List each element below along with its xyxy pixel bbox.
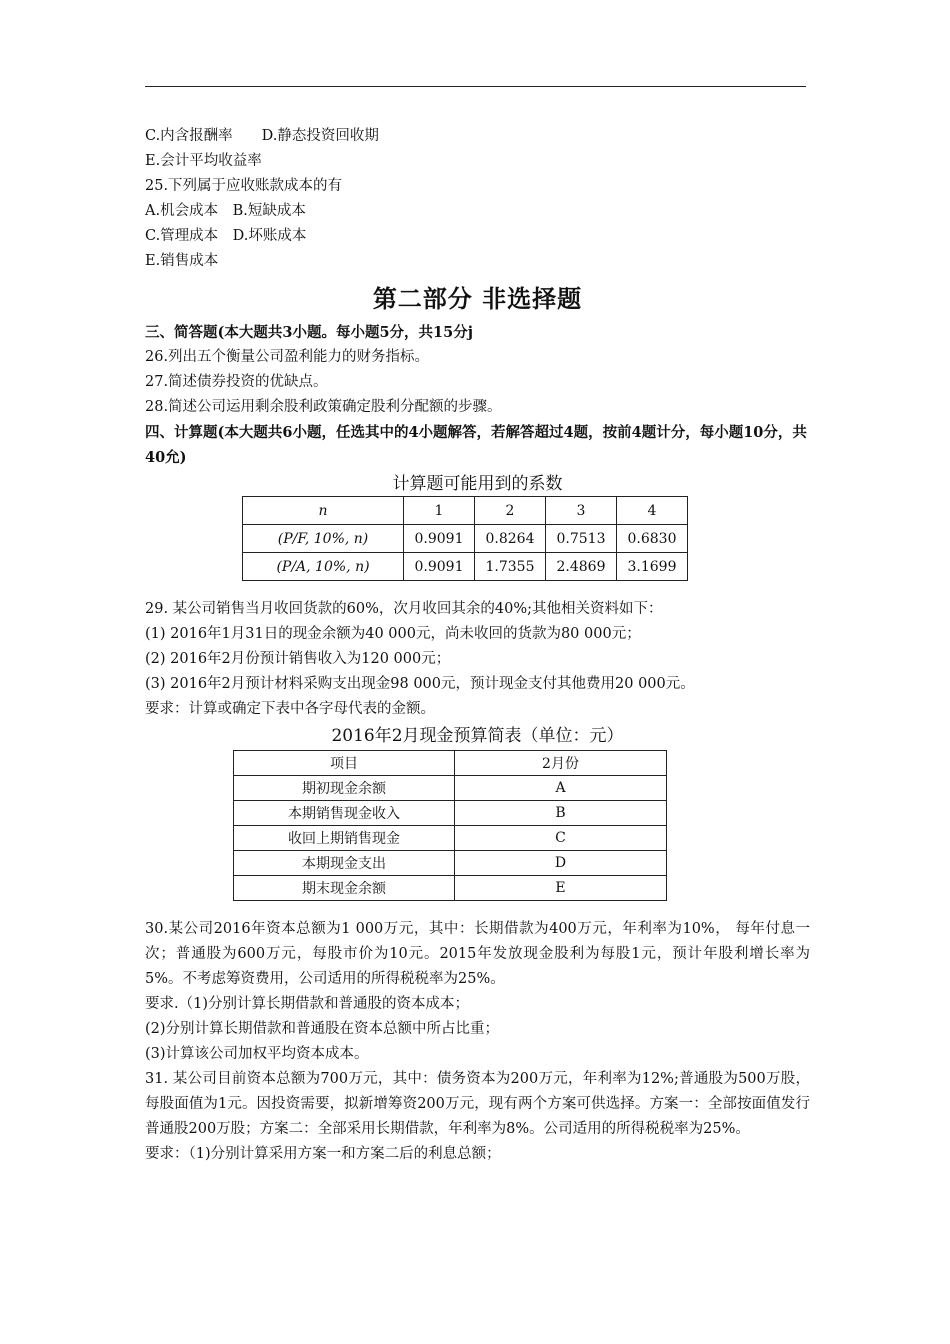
table-cell: 2月份 [455,751,667,776]
table-cell: 0.6830 [617,525,688,553]
table-row [234,801,667,826]
question-30-req: (2)分别计算长期借款和普通股在资本总额中所占比重； [145,1021,500,1037]
part-title: 第二部分 非选择题 [372,284,583,313]
question-30-req: 要求.（1)分别计算长期借款和普通股的资本成本； [145,996,469,1012]
table-cell: 期初现金余额 [234,776,455,801]
table-cell: 0.9091 [404,553,475,581]
question-31: 31. 某公司目前资本总额为700万元，其中：债务资本为200万元，年利率为12%;普通股为500万股，每股面值为1元。因投资需要，拟新增筹资200万元，现有两个方案可供选择。方案一：全部按面值发行普通股200万股；方案二：全部采用长期借款，年利率为8%。公司适用的所得税税率为25%。 [145,1071,810,1137]
table-row [243,553,688,581]
question-30-req: (3)计算该公司加权平均资本成本。 [145,1046,369,1062]
question-31-req: 要求：（1)分别计算采用方案一和方案二后的利息总额； [145,1146,501,1162]
table-row [234,876,667,901]
table-cell: 1.7355 [475,553,546,581]
table-row [234,776,667,801]
table-cell: (P/A, 10%, n) [243,553,404,581]
table-cell: 3 [546,497,617,525]
question-27: 27.简述债券投资的优缺点。 [145,374,328,390]
table-cell: n [243,497,404,525]
table-cell: (P/F, 10%, n) [243,525,404,553]
table-row [234,851,667,876]
table-cell: 0.8264 [475,525,546,553]
coef-table [242,496,688,581]
table-cell: 本期销售现金收入 [234,801,455,826]
table-header-row [234,751,667,776]
table-cell: 2.4869 [546,553,617,581]
question-28: 28.简述公司运用剩余股利政策确定股利分配额的步骤。 [145,399,502,415]
option-line: E.销售成本 [145,253,219,269]
table-cell: 期末现金余额 [234,876,455,901]
table-cell: 项目 [234,751,455,776]
option-line: E.会计平均收益率 [145,153,262,169]
header-rule [145,86,806,87]
section-4-heading: 四、计算题(本大题共6小题，任选其中的4小题解答，若解答超过4题，按前4题计分，每小题10分，共40允) [145,424,807,466]
budget-table-title: 2016年2月现金预算简表（单位：元） [331,726,624,746]
table-cell: A [455,776,667,801]
section-3-heading: 三、简答题(本大题共3小题。每小题5分，共15分j [145,324,473,341]
option-line: A.机会成本 B.短缺成本 [145,203,306,219]
table-cell: D [455,851,667,876]
table-cell: 3.1699 [617,553,688,581]
table-header-row [243,497,688,525]
table-row [243,525,688,553]
question-29-item: (3) 2016年2月预计材料采购支出现金98 000元，预计现金支付其他费用20 000元。 [145,676,695,692]
option-line: C.内含报酬率 D.静态投资回收期 [145,128,379,144]
table-cell: 0.9091 [404,525,475,553]
question-29-item: (1) 2016年1月31日的现金余额为40 000元，尚未收回的货款为80 000元； [145,626,641,642]
table-row [234,826,667,851]
table-cell: C [455,826,667,851]
table-cell: 0.7513 [546,525,617,553]
option-line: C.管理成本 D.坏账成本 [145,228,307,244]
question-29-requirement: 要求：计算或确定下表中各字母代表的金额。 [145,701,435,717]
table-cell: 收回上期销售现金 [234,826,455,851]
table-cell: 2 [475,497,546,525]
table-cell: 本期现金支出 [234,851,455,876]
question-30: 30.某公司2016年资本总额为1 000万元，其中：长期借款为400万元，年利率为10%， 每年付息一次；普通股为600万元，每股市价为10元。2015年发放现金股利为每股1元，预计年股利增长率为5%。不考虑筹资费用，公司适用的所得税税率为25%。 [145,921,810,987]
question-29-intro: 29. 某公司销售当月收回货款的60%，次月收回其余的40%;其他相关资料如下： [145,601,663,617]
budget-table [233,750,667,901]
coef-table-title: 计算题可能用到的系数 [392,474,563,494]
document-page [145,124,810,1167]
table-cell: B [455,801,667,826]
table-cell: E [455,876,667,901]
table-cell: 1 [404,497,475,525]
question-29-item: (2) 2016年2月份预计销售收入为120 000元； [145,651,451,667]
question-25: 25.下列属于应收账款成本的有 [145,178,343,194]
question-26: 26.列出五个衡量公司盈利能力的财务指标。 [145,349,430,365]
table-cell: 4 [617,497,688,525]
